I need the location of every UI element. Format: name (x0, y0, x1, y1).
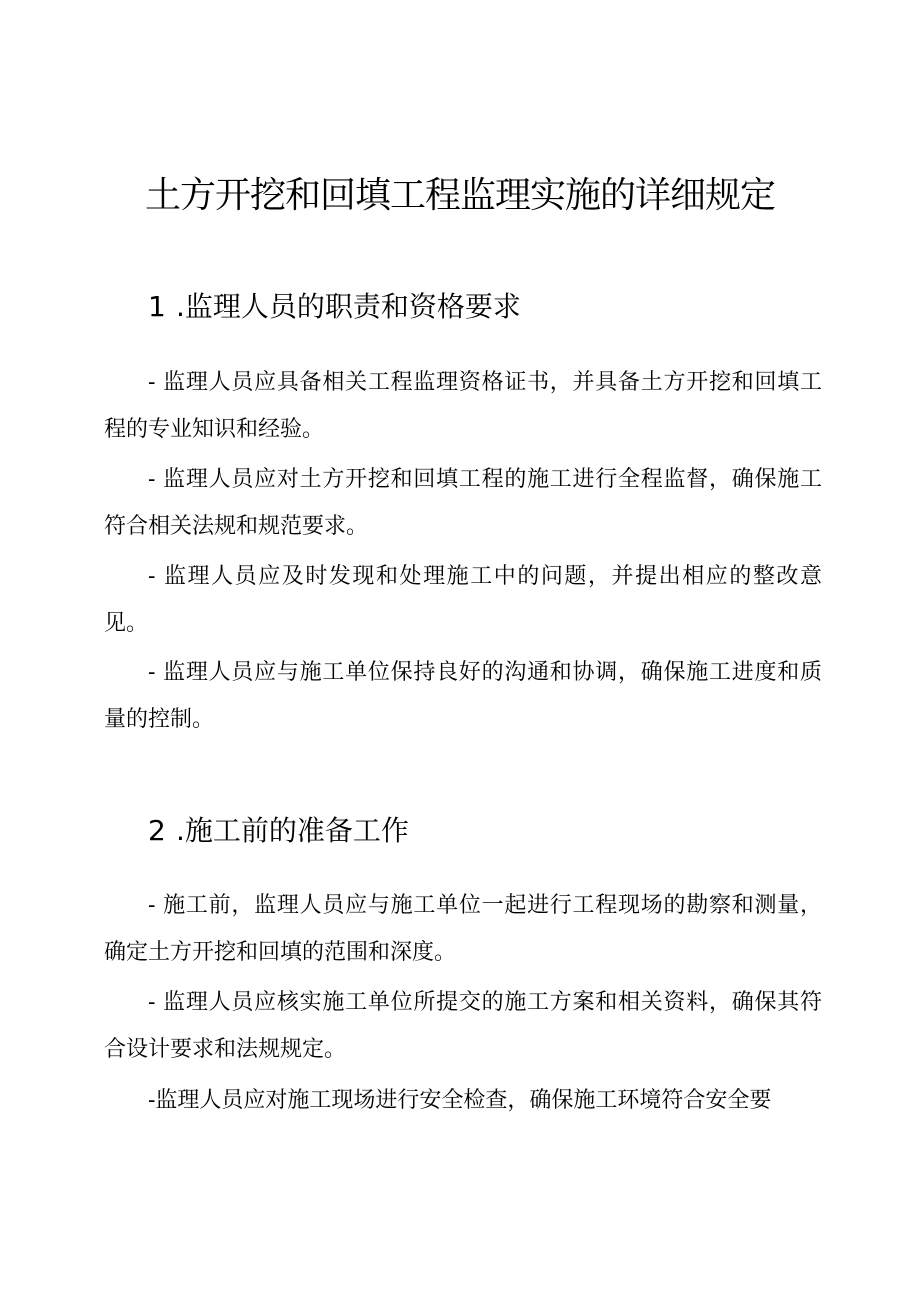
section-1-paragraph-2: - 监理人员应对土方开挖和回填工程的施工进行全程监督，确保施工符合相关法规和规范要求。 (104, 467, 822, 539)
section-1-paragraph-1: - 监理人员应具备相关工程监理资格证书，并具备土方开挖和回填工程的专业知识和经验。 (104, 370, 822, 442)
section-2-paragraph-2: - 监理人员应核实施工单位所提交的施工方案和相关资料，确保其符合设计要求和法规规定。 (104, 990, 822, 1062)
section-1-paragraph-3: - 监理人员应及时发现和处理施工中的问题，并提出相应的整改意见。 (104, 564, 822, 636)
section-2-paragraph-3: -监理人员应对施工现场进行安全检查，确保施工环境符合安全要 (148, 1088, 772, 1113)
section-1-paragraph-4: - 监理人员应与施工单位保持良好的沟通和协调，确保施工进度和质量的控制。 (104, 660, 822, 732)
section-2-paragraph-1: - 施工前，监理人员应与施工单位一起进行工程现场的勘察和测量，确定土方开挖和回填的范围和深度。 (104, 893, 822, 965)
section-1-number: 1 (148, 290, 166, 323)
document-title: 土方开挖和回填工程监理实施的详细规定 (144, 175, 775, 216)
section-2-title: .施工前的准备工作 (176, 814, 409, 847)
section-1-heading (148, 287, 521, 327)
section-1-title: .监理人员的职责和资格要求 (176, 290, 521, 323)
section-2-heading (148, 811, 409, 851)
section-2-number: 2 (148, 814, 166, 847)
